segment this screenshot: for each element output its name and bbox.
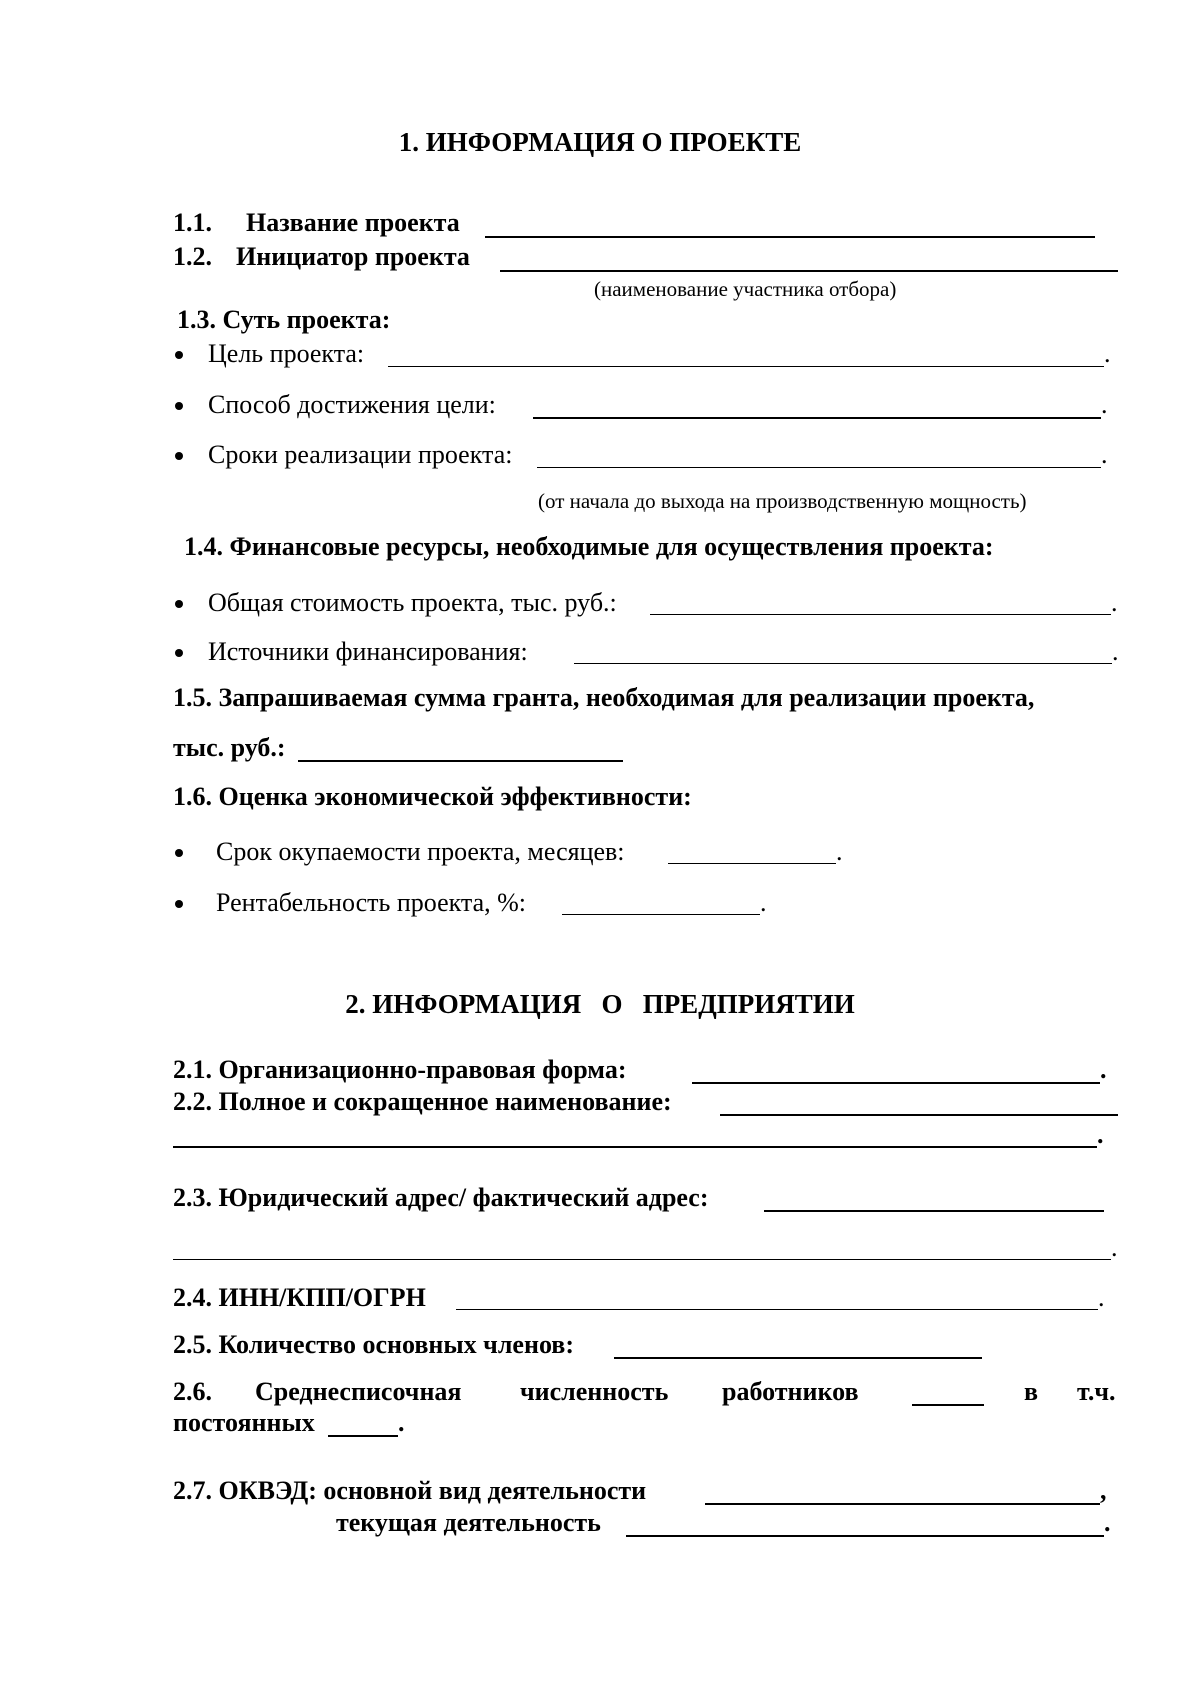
w-2-6-num: 2.6. bbox=[173, 1377, 212, 1406]
initiator-hint: (наименование участника отбора) bbox=[594, 277, 897, 301]
profitability-dot: . bbox=[760, 888, 767, 917]
current-activity-label: текущая деятельность bbox=[336, 1508, 601, 1537]
employees-field[interactable] bbox=[912, 1404, 984, 1406]
item-1-6-title: 1.6. Оценка экономической эффективности: bbox=[173, 782, 692, 811]
item-2-1-label: 2.1. Организационно-правовая форма: bbox=[173, 1055, 627, 1084]
total-cost-label: Общая стоимость проекта, тыс. руб.: bbox=[208, 588, 617, 617]
company-name-dot: . bbox=[1097, 1120, 1104, 1149]
inn-kpp-ogrn-dot: . bbox=[1098, 1283, 1105, 1312]
total-cost-field[interactable] bbox=[650, 614, 1111, 615]
payback-label: Срок окупаемости проекта, месяцев: bbox=[216, 837, 625, 866]
terms-dot: . bbox=[1101, 440, 1108, 469]
item-2-5-label: 2.5. Количество основных членов: bbox=[173, 1330, 574, 1359]
permanent-field[interactable] bbox=[328, 1435, 398, 1437]
item-2-7-label: 2.7. ОКВЭД: основной вид деятельности bbox=[173, 1476, 647, 1505]
bullet-icon bbox=[175, 649, 183, 657]
sources-field[interactable] bbox=[574, 663, 1112, 664]
bullet-icon bbox=[175, 849, 183, 857]
terms-field[interactable] bbox=[537, 467, 1101, 468]
address-field-2[interactable] bbox=[173, 1259, 1111, 1260]
profitability-label: Рентабельность проекта, %: bbox=[216, 888, 527, 917]
method-label: Способ достижения цели: bbox=[208, 390, 496, 419]
item-1-1-label: Название проекта bbox=[246, 208, 460, 237]
grant-amount-label-2: тыс. руб.: bbox=[173, 733, 286, 762]
section-2-heading: 2. ИНФОРМАЦИЯ О ПРЕДПРИЯТИИ bbox=[345, 989, 855, 1019]
item-1-3-title: 1.3. Суть проекта: bbox=[177, 305, 391, 334]
permanent-dot: . bbox=[398, 1408, 405, 1437]
legal-form-field[interactable] bbox=[692, 1082, 1100, 1084]
item-1-1-number: 1.1. bbox=[173, 208, 212, 237]
w-workers: работников bbox=[722, 1377, 859, 1406]
payback-field[interactable] bbox=[668, 863, 836, 864]
goal-field[interactable] bbox=[388, 366, 1104, 367]
members-count-field[interactable] bbox=[614, 1357, 982, 1359]
grant-amount-field[interactable] bbox=[298, 760, 623, 762]
item-2-3-label: 2.3. Юридический адрес/ фактический адрес: bbox=[173, 1183, 709, 1212]
initiator-field[interactable] bbox=[500, 270, 1118, 272]
sources-label: Источники финансирования: bbox=[208, 637, 528, 666]
bullet-icon bbox=[175, 600, 183, 608]
method-dot: . bbox=[1101, 390, 1108, 419]
bullet-icon bbox=[175, 402, 183, 410]
project-name-field[interactable] bbox=[485, 236, 1095, 238]
company-name-field-2[interactable] bbox=[173, 1146, 1097, 1148]
inn-kpp-ogrn-field[interactable] bbox=[456, 1309, 1098, 1310]
address-dot: . bbox=[1111, 1233, 1118, 1262]
grant-amount-label: 1.5. Запрашиваемая сумма гранта, необходимая для реализации проекта, bbox=[173, 683, 1035, 712]
item-1-5-line-1 bbox=[173, 683, 1121, 713]
total-cost-dot: . bbox=[1111, 588, 1118, 617]
address-field[interactable] bbox=[764, 1210, 1104, 1212]
bullet-icon bbox=[175, 452, 183, 460]
permanent-label: постоянных bbox=[173, 1408, 315, 1437]
item-2-2-label: 2.2. Полное и сокращенное наименование: bbox=[173, 1087, 672, 1116]
goal-label: Цель проекта: bbox=[208, 339, 365, 368]
item-1-2-label: Инициатор проекта bbox=[236, 242, 470, 271]
current-activity-dot: . bbox=[1104, 1508, 1111, 1537]
terms-hint: (от начала до выхода на производственную мощность) bbox=[538, 489, 1027, 513]
method-field[interactable] bbox=[533, 417, 1101, 419]
main-activity-comma: , bbox=[1100, 1476, 1107, 1505]
item-2-4-label: 2.4. ИНН/КПП/ОГРН bbox=[173, 1283, 426, 1312]
w-count: численность bbox=[520, 1377, 669, 1406]
payback-dot: . bbox=[836, 837, 843, 866]
w-in: в bbox=[1024, 1377, 1039, 1406]
main-activity-field[interactable] bbox=[705, 1503, 1100, 1505]
legal-form-dot: . bbox=[1100, 1055, 1107, 1084]
item-1-4-title: 1.4. Финансовые ресурсы, необходимые для осуществления проекта: bbox=[184, 532, 994, 561]
profitability-field[interactable] bbox=[562, 914, 760, 915]
company-name-field[interactable] bbox=[720, 1114, 1118, 1116]
w-avg-list: Среднесписочная bbox=[255, 1377, 462, 1406]
w-incl: т.ч. bbox=[1077, 1377, 1116, 1406]
current-activity-field[interactable] bbox=[626, 1535, 1104, 1537]
bullet-icon bbox=[175, 900, 183, 908]
sources-dot: . bbox=[1112, 637, 1119, 666]
bullet-icon bbox=[175, 351, 183, 359]
item-1-2-number: 1.2. bbox=[173, 242, 212, 271]
section-1-heading: 1. ИНФОРМАЦИЯ О ПРОЕКТЕ bbox=[398, 127, 802, 157]
terms-label: Сроки реализации проекта: bbox=[208, 440, 513, 469]
goal-dot: . bbox=[1104, 339, 1111, 368]
